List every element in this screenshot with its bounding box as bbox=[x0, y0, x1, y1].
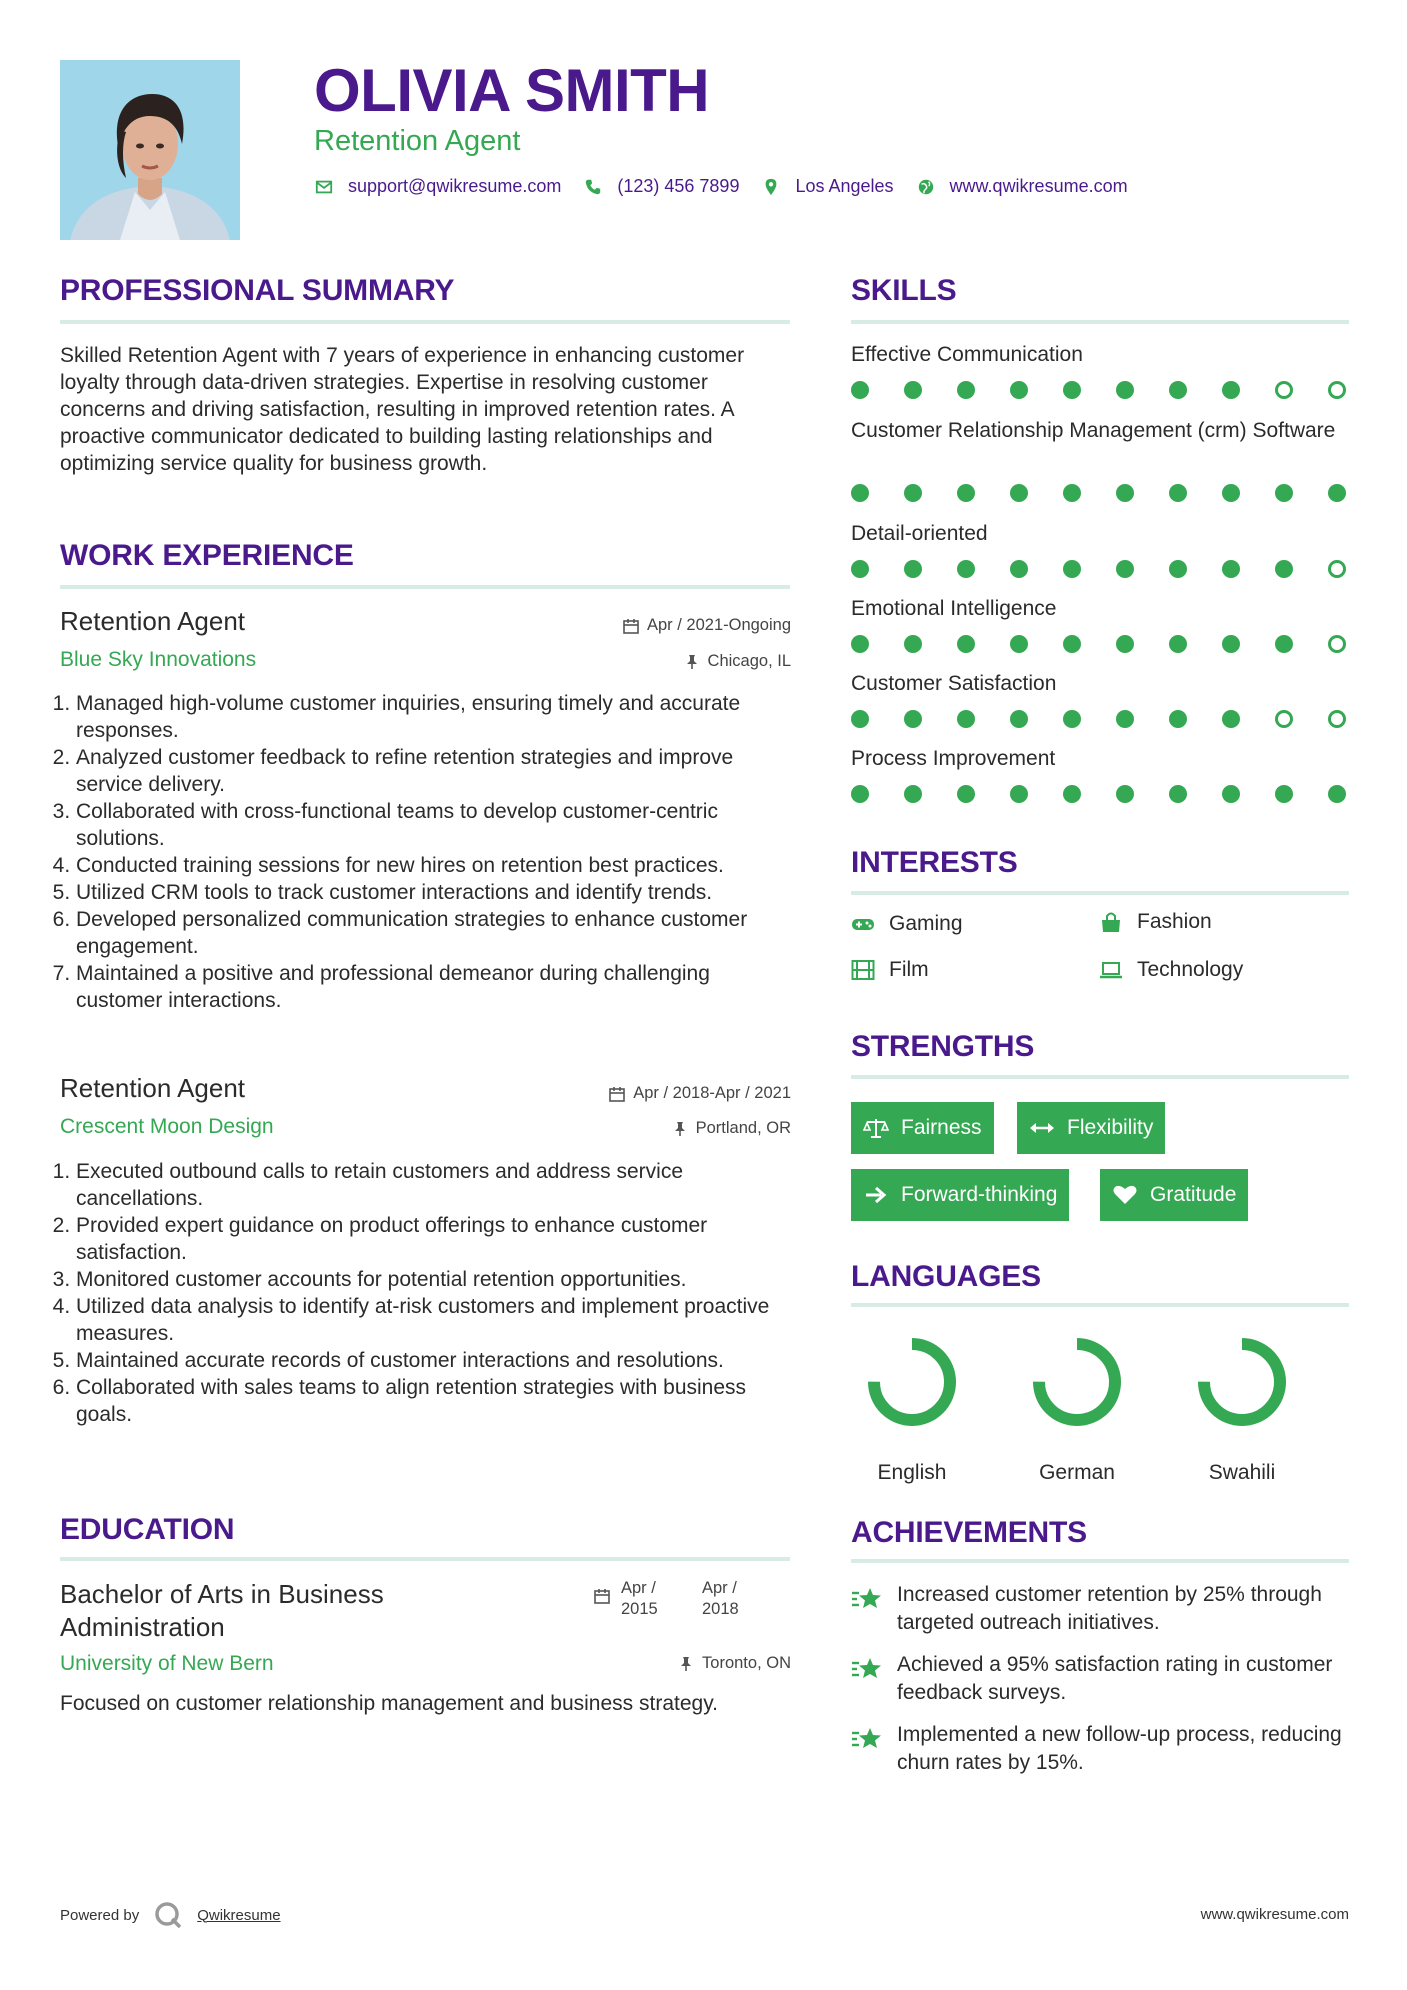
achievement-item bbox=[851, 1581, 1349, 1637]
education-start-year: 2015 bbox=[621, 1600, 658, 1618]
star-list-icon bbox=[851, 1725, 883, 1753]
skill-dot-filled bbox=[851, 560, 869, 578]
email-link[interactable]: support@qwikresume.com bbox=[348, 176, 562, 196]
job-2-duty: 1. Executed outbound calls to retain customers and address service cancellations. bbox=[76, 1158, 798, 1212]
skill-name: Customer Satisfaction bbox=[851, 672, 1057, 695]
skill-dot-filled bbox=[904, 635, 922, 653]
job-2-dates-text: Apr / 2018-Apr / 2021 bbox=[633, 1084, 791, 1102]
job-1-duty: 7. Maintained a positive and professional demeanor during challenging customer interactions. bbox=[76, 960, 798, 1014]
job-2-duties bbox=[58, 1158, 798, 1428]
interest-fashion bbox=[1099, 910, 1212, 934]
skill-dot-empty bbox=[1328, 710, 1346, 728]
skill-dot-filled bbox=[1116, 635, 1134, 653]
skill-dot-filled bbox=[1010, 560, 1028, 578]
language-english bbox=[847, 1327, 977, 1485]
calendar-icon bbox=[594, 1588, 614, 1608]
skill-dot-empty bbox=[1328, 560, 1346, 578]
interest-film bbox=[851, 958, 929, 982]
skill-dot-filled bbox=[904, 710, 922, 728]
job-1-duty: 4. Conducted training sessions for new hires on retention best practices. bbox=[76, 852, 798, 879]
pushpin-icon bbox=[684, 654, 700, 670]
strength-label: Flexibility bbox=[1067, 1116, 1154, 1139]
language-level-arc bbox=[874, 1344, 950, 1420]
person-portrait-icon bbox=[60, 60, 240, 240]
job-2-duty: 3. Monitored customer accounts for potential retention opportunities. bbox=[76, 1266, 798, 1293]
skill-dot-filled bbox=[1169, 484, 1187, 502]
brand-link[interactable]: Qwikresume bbox=[197, 1906, 281, 1924]
powered-by-label: Powered by bbox=[60, 1906, 140, 1924]
skill-dot-filled bbox=[957, 710, 975, 728]
job-1-duty: 5. Utilized CRM tools to track customer interactions and identify trends. bbox=[76, 879, 798, 906]
skill-dot-filled bbox=[1169, 710, 1187, 728]
education-end-month: Apr / bbox=[702, 1579, 737, 1597]
education-start-month: Apr / bbox=[621, 1579, 656, 1597]
interests-divider bbox=[851, 891, 1349, 895]
heart-icon bbox=[1112, 1184, 1138, 1206]
job-1-dates bbox=[480, 616, 791, 635]
skill-dot-filled bbox=[1116, 484, 1134, 502]
skill-dot-filled bbox=[1063, 785, 1081, 803]
skill-dot-filled bbox=[1222, 710, 1240, 728]
strength-label: Fairness bbox=[901, 1116, 982, 1139]
language-level-arc bbox=[1039, 1344, 1115, 1420]
pushpin-icon bbox=[678, 1656, 694, 1672]
education-start bbox=[621, 1578, 658, 1620]
achievement-item bbox=[851, 1721, 1349, 1777]
arrow-right-icon bbox=[863, 1184, 889, 1206]
website-link[interactable]: www.qwikresume.com bbox=[949, 176, 1128, 196]
footer-powered-by bbox=[60, 1900, 281, 1930]
skill-dot-filled bbox=[1328, 484, 1346, 502]
skill-name: Detail-oriented bbox=[851, 522, 988, 545]
achievement-text: Achieved a 95% satisfaction rating in customer feedback surveys. bbox=[897, 1653, 1333, 1704]
language-label: German bbox=[1039, 1461, 1115, 1484]
job-2-duty: 4. Utilized data analysis to identify at-risk customers and implement proactive measures. bbox=[76, 1293, 798, 1347]
education-end-year: 2018 bbox=[702, 1600, 739, 1618]
interest-gaming bbox=[851, 912, 963, 936]
skill-dot-filled bbox=[1275, 785, 1293, 803]
profile-photo bbox=[60, 60, 240, 240]
calendar-icon bbox=[609, 1086, 625, 1102]
interest-label: Gaming bbox=[889, 912, 963, 935]
language-label: Swahili bbox=[1208, 1461, 1276, 1484]
skill-dot-filled bbox=[957, 635, 975, 653]
map-marker-icon bbox=[761, 177, 781, 197]
job-2-location bbox=[480, 1119, 791, 1138]
skill-dot-filled bbox=[957, 560, 975, 578]
skill-dot-filled bbox=[1010, 785, 1028, 803]
skill-dot-filled bbox=[1169, 381, 1187, 399]
summary-text: Skilled Retention Agent with 7 years of experience in enhancing customer loyalty through data-driven strategies. Expertise in resolving customer concerns and driving satisfaction, resulting in improved retention rates. A proactive communicator dedicated to building lasting relationships and optimizing service quality for business growth. bbox=[60, 344, 745, 475]
education-description: Focused on customer relationship management and business strategy. bbox=[60, 1692, 718, 1715]
job-2-company: Crescent Moon Design bbox=[60, 1115, 274, 1138]
education-end bbox=[702, 1578, 739, 1620]
strength-chip bbox=[851, 1102, 994, 1154]
skill-dot-filled bbox=[851, 635, 869, 653]
globe-icon bbox=[916, 177, 936, 197]
skill-name: Process Improvement bbox=[851, 747, 1056, 770]
language-level-ring bbox=[857, 1327, 967, 1437]
interest-technology bbox=[1099, 958, 1243, 982]
skill-dot-filled bbox=[1169, 785, 1187, 803]
skill-dot-filled bbox=[1275, 635, 1293, 653]
education-heading: EDUCATION bbox=[60, 1513, 235, 1546]
skill-dot-filled bbox=[904, 381, 922, 399]
achievements-heading: ACHIEVEMENTS bbox=[851, 1516, 1087, 1549]
interest-label: Fashion bbox=[1137, 910, 1212, 933]
job-2-duty: 5. Maintained accurate records of customer interactions and resolutions. bbox=[76, 1347, 798, 1374]
job-2-duty: 2. Provided expert guidance on product offerings to enhance customer satisfaction. bbox=[76, 1212, 798, 1266]
skill-dot-empty bbox=[1275, 381, 1293, 399]
skill-dot-filled bbox=[851, 710, 869, 728]
job-1-duty: 1. Managed high-volume customer inquiries, ensuring timely and accurate responses. bbox=[76, 690, 798, 744]
skill-dot-filled bbox=[1328, 785, 1346, 803]
calendar-icon bbox=[623, 618, 639, 634]
job-1-duties bbox=[58, 690, 798, 1014]
star-list-icon bbox=[851, 1585, 883, 1613]
skill-dot-filled bbox=[1010, 635, 1028, 653]
skill-dot-filled bbox=[1116, 381, 1134, 399]
skills-heading: SKILLS bbox=[851, 274, 957, 307]
achievement-item bbox=[851, 1651, 1349, 1707]
skill-dot-filled bbox=[1169, 635, 1187, 653]
strengths-heading: STRENGTHS bbox=[851, 1030, 1035, 1063]
job-1-location bbox=[480, 652, 791, 671]
film-icon bbox=[851, 959, 875, 981]
language-level-ring bbox=[1022, 1327, 1132, 1437]
skill-dot-empty bbox=[1328, 635, 1346, 653]
contact-bar bbox=[314, 176, 1150, 197]
skill-dot-filled bbox=[904, 785, 922, 803]
interest-label: Film bbox=[889, 958, 929, 981]
skill-dot-filled bbox=[1275, 484, 1293, 502]
skill-name: Customer Relationship Management (crm) Software bbox=[851, 419, 1336, 442]
job-1-duty: 3. Collaborated with cross-functional teams to develop customer-centric solutions. bbox=[76, 798, 798, 852]
summary-heading: PROFESSIONAL SUMMARY bbox=[60, 274, 455, 307]
skill-dot-filled bbox=[904, 560, 922, 578]
skill-dot-filled bbox=[1222, 785, 1240, 803]
interest-label: Technology bbox=[1137, 958, 1244, 981]
job-1-location-text: Chicago, IL bbox=[707, 652, 791, 670]
language-label: English bbox=[877, 1461, 947, 1484]
skill-dot-filled bbox=[1010, 381, 1028, 399]
education-school: University of New Bern bbox=[60, 1652, 274, 1675]
job-2-location-text: Portland, OR bbox=[695, 1119, 791, 1137]
strength-chip bbox=[851, 1169, 1069, 1221]
skill-dot-filled bbox=[957, 785, 975, 803]
footer-url[interactable]: www.qwikresume.com bbox=[1200, 1906, 1349, 1923]
strength-label: Forward-thinking bbox=[901, 1183, 1058, 1206]
language-level-ring bbox=[1187, 1327, 1297, 1437]
experience-heading: WORK EXPERIENCE bbox=[60, 539, 354, 572]
skill-dot-empty bbox=[1328, 381, 1346, 399]
interests-heading: INTERESTS bbox=[851, 846, 1018, 879]
achievement-text: Implemented a new follow-up process, reducing churn rates by 15%. bbox=[897, 1723, 1342, 1774]
skill-dot-filled bbox=[1063, 560, 1081, 578]
pushpin-icon bbox=[672, 1121, 688, 1137]
language-german bbox=[1012, 1327, 1142, 1485]
skill-dot-filled bbox=[1063, 635, 1081, 653]
skill-name: Emotional Intelligence bbox=[851, 597, 1057, 620]
skill-dot-filled bbox=[1116, 560, 1134, 578]
job-1-dates-text: Apr / 2021-Ongoing bbox=[646, 616, 791, 634]
language-level-arc bbox=[1204, 1344, 1280, 1420]
skill-dot-filled bbox=[1169, 560, 1187, 578]
job-1-company: Blue Sky Innovations bbox=[60, 648, 257, 671]
education-location-text: Toronto, ON bbox=[702, 1654, 791, 1672]
skill-dot-filled bbox=[1222, 484, 1240, 502]
language-swahili bbox=[1177, 1327, 1307, 1485]
strength-chip bbox=[1100, 1169, 1248, 1221]
job-2-dates bbox=[480, 1084, 791, 1103]
phone-number[interactable]: (123) 456 7899 bbox=[617, 176, 740, 196]
skill-dot-filled bbox=[1063, 710, 1081, 728]
strengths-divider bbox=[851, 1075, 1349, 1079]
strength-label: Gratitude bbox=[1150, 1183, 1237, 1206]
job-1-duty: 2. Analyzed customer feedback to refine retention strategies and improve service delivery. bbox=[76, 744, 798, 798]
skill-dot-filled bbox=[851, 381, 869, 399]
gamepad-icon bbox=[851, 913, 875, 935]
education-location bbox=[480, 1654, 791, 1673]
skill-dot-filled bbox=[957, 381, 975, 399]
shopping-bag-icon bbox=[1099, 911, 1123, 933]
candidate-title: Retention Agent bbox=[314, 125, 521, 157]
arrows-horizontal-icon bbox=[1029, 1117, 1055, 1139]
skill-dot-filled bbox=[957, 484, 975, 502]
achievements-divider bbox=[851, 1559, 1349, 1563]
skill-dot-filled bbox=[851, 484, 869, 502]
laptop-icon bbox=[1099, 959, 1123, 981]
languages-divider bbox=[851, 1303, 1349, 1307]
skill-dot-filled bbox=[1222, 635, 1240, 653]
skill-dot-filled bbox=[1010, 484, 1028, 502]
achievement-text: Increased customer retention by 25% through targeted outreach initiatives. bbox=[897, 1583, 1322, 1634]
skill-dot-filled bbox=[1063, 484, 1081, 502]
qwikresume-logo-icon bbox=[153, 1900, 183, 1930]
job-1-duty: 6. Developed personalized communication strategies to enhance customer engagement. bbox=[76, 906, 798, 960]
job-1-title: Retention Agent bbox=[60, 606, 246, 636]
skill-dot-filled bbox=[904, 484, 922, 502]
candidate-name: OLIVIA SMITH bbox=[314, 57, 710, 124]
summary-divider bbox=[60, 320, 790, 324]
skills-divider bbox=[851, 320, 1349, 324]
location-text: Los Angeles bbox=[795, 176, 894, 196]
balance-scale-icon bbox=[863, 1117, 889, 1139]
envelope-icon bbox=[314, 177, 334, 197]
job-2-duty: 6. Collaborated with sales teams to align retention strategies with business goals. bbox=[76, 1374, 798, 1428]
job-2-title: Retention Agent bbox=[60, 1073, 246, 1103]
skill-dot-filled bbox=[1116, 785, 1134, 803]
education-divider bbox=[60, 1557, 790, 1561]
languages-heading: LANGUAGES bbox=[851, 1260, 1041, 1293]
skill-dot-filled bbox=[851, 785, 869, 803]
skill-dot-filled bbox=[1275, 560, 1293, 578]
skill-name: Effective Communication bbox=[851, 343, 1083, 366]
skill-dot-filled bbox=[1116, 710, 1134, 728]
education-degree: Bachelor of Arts in Business Administration bbox=[60, 1579, 384, 1642]
skill-dot-filled bbox=[1010, 710, 1028, 728]
skill-dot-filled bbox=[1222, 381, 1240, 399]
phone-icon bbox=[583, 177, 603, 197]
strength-chip bbox=[1017, 1102, 1165, 1154]
star-list-icon bbox=[851, 1655, 883, 1683]
experience-divider bbox=[60, 585, 790, 589]
skill-dot-filled bbox=[1063, 381, 1081, 399]
skill-dot-filled bbox=[1222, 560, 1240, 578]
skill-dot-empty bbox=[1275, 710, 1293, 728]
